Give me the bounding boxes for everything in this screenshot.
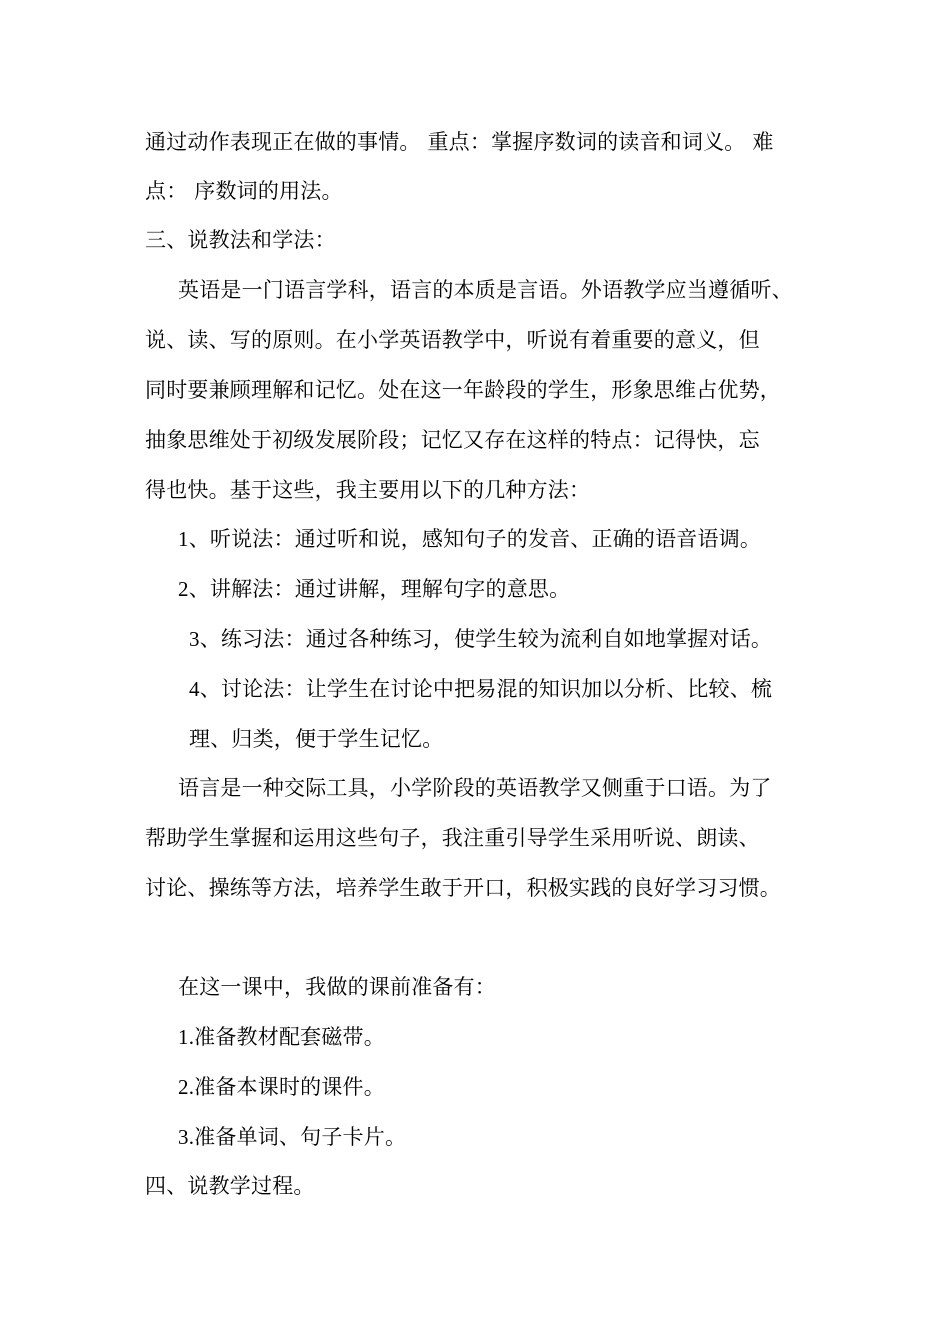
list-item-text: 讲解法：通过讲解，理解句字的意思。 [209,577,571,601]
text-line: 在这一课中，我做的课前准备有： [178,975,496,999]
section-heading: 四、说教学过程。 [145,1174,315,1198]
text-line: 点： 序数词的用法。 [145,179,343,203]
list-marker: 2. [178,1075,195,1099]
text-line: 理、归类，便于学生记忆。 [189,727,444,751]
list-item-text: 听说法：通过听和说，感知句子的发音、正确的语音语调。 [209,527,762,551]
list-marker: 2、 [178,577,210,601]
text-line: 英语是一门语言学科，语言的本质是言语。外语教学应当遵循听、 [178,278,793,302]
text-line: 说、读、写的原则。在小学英语教学中，听说有着重要的意义，但 [145,328,760,352]
list-item [189,624,772,654]
list-marker: 4、 [189,677,221,701]
list-item-text: 讨论法：让学生在讨论中把易混的知识加以分析、比较、梳 [220,677,773,701]
list-item-text: 准备教材配套磁带。 [194,1025,385,1049]
text-line: 得也快。基于这些，我主要用以下的几种方法： [145,478,591,502]
text-line: 同时要兼顾理解和记忆。处在这一年龄段的学生，形象思维占优势， [145,378,781,402]
list-item-text: 准备单词、句子卡片。 [194,1125,407,1149]
text-line: 通过动作表现正在做的事情。 重点：掌握序数词的读音和词义。 难 [145,130,774,154]
text-line: 抽象思维处于初级发展阶段；记忆又存在这样的特点：记得快，忘 [145,428,760,452]
list-item [178,1072,385,1102]
list-marker: 3. [178,1125,195,1149]
list-item [178,574,570,604]
list-item-text: 练习法：通过各种练习，使学生较为流利自如地掌握对话。 [220,627,773,651]
list-item [178,1022,385,1052]
list-item [178,1122,406,1152]
list-item-text: 准备本课时的课件。 [194,1075,385,1099]
list-marker: 3、 [189,627,221,651]
text-line: 帮助学生掌握和运用这些句子，我注重引导学生采用听说、朗读、 [145,826,760,850]
text-line: 讨论、操练等方法，培养学生敢于开口，积极实践的良好学习习惯。 [145,876,781,900]
list-marker: 1、 [178,527,210,551]
list-item [178,524,761,554]
section-heading: 三、说教法和学法： [145,228,336,252]
list-item [189,674,772,704]
list-marker: 1. [178,1025,195,1049]
text-line: 语言是一种交际工具，小学阶段的英语教学又侧重于口语。为了 [178,776,772,800]
